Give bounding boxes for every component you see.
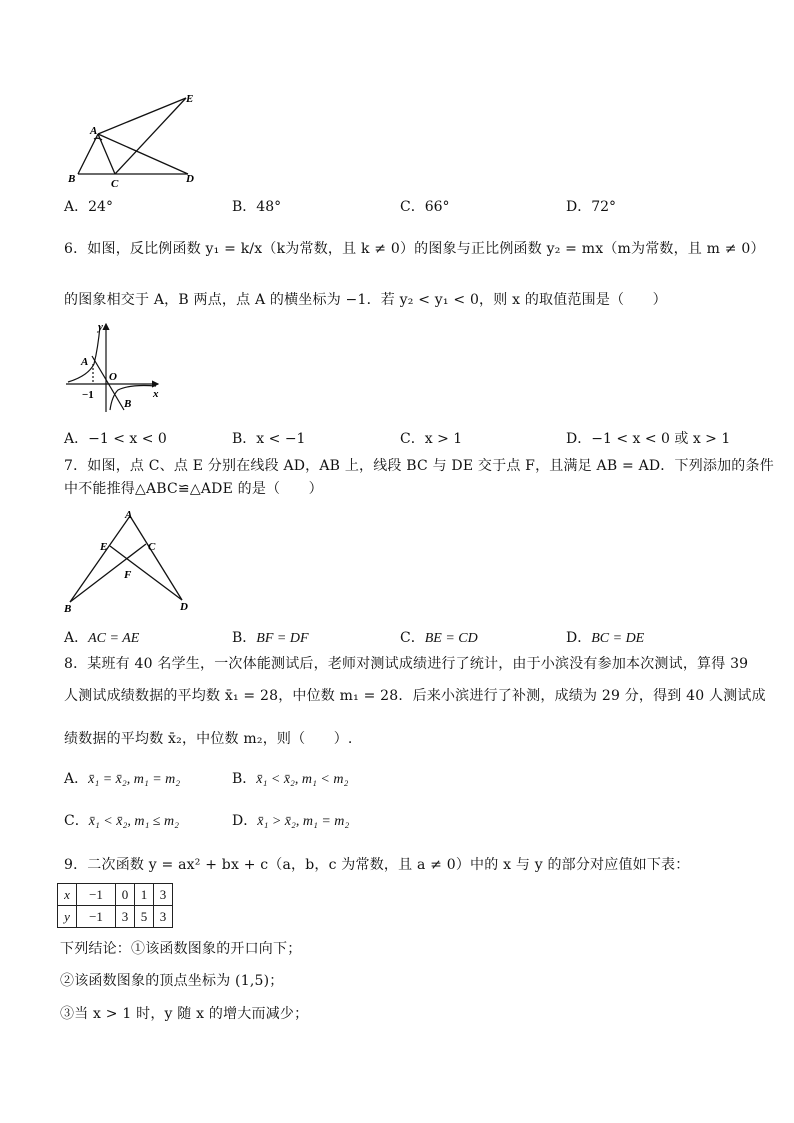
q5-option-d-text: 72° bbox=[591, 199, 617, 215]
table-cell: x bbox=[58, 884, 77, 906]
q6-label-O: O bbox=[109, 371, 117, 383]
q8-stem-line3: 绩数据的平均数 x̄₂，中位数 m₂，则（ ）. bbox=[64, 731, 353, 747]
segment-CE bbox=[115, 98, 186, 174]
q7-option-c[interactable] bbox=[400, 627, 478, 647]
q7-option-d[interactable] bbox=[566, 627, 644, 647]
q7-label-C: C bbox=[148, 541, 156, 553]
q7-label-E: E bbox=[100, 541, 108, 553]
q7-option-c-text: BE = CD bbox=[424, 631, 478, 646]
q7-option-a-letter: A． bbox=[64, 630, 89, 646]
q6-option-a[interactable] bbox=[64, 428, 167, 448]
q6-stem-line2: 的图象相交于 A，B 两点，点 A 的横坐标为 −1．若 y₂ < y₁ < 0，则 x 的取值范围是（ ） bbox=[64, 292, 667, 308]
q7-option-a-text: AC = AE bbox=[88, 631, 140, 646]
q7-option-b-letter: B． bbox=[232, 630, 257, 646]
q7-label-B: B bbox=[64, 603, 72, 614]
table-row bbox=[58, 906, 173, 928]
q8-option-c[interactable] bbox=[64, 810, 179, 830]
q6-label-y: y bbox=[98, 321, 103, 333]
q7-stem-line1: 7．如图，点 C、点 E 分别在线段 AD，AB 上，线段 BC 与 DE 交于点 F，且满足 AB = AD．下列添加的条件 bbox=[64, 458, 774, 474]
table-cell: 3 bbox=[154, 906, 173, 928]
q7-option-d-letter: D． bbox=[566, 630, 592, 646]
q7-label-F: F bbox=[124, 569, 132, 581]
table-cell: 5 bbox=[135, 906, 154, 928]
q8-option-c-letter: C． bbox=[64, 813, 89, 829]
q5-option-b[interactable] bbox=[232, 196, 281, 216]
q5-label-C: C bbox=[111, 178, 119, 190]
q8-option-a[interactable] bbox=[64, 768, 180, 788]
q7-option-b[interactable] bbox=[232, 627, 309, 647]
q8-option-c-text: x̄₁ < x̄₂, m₁ ≤ m₂ bbox=[88, 814, 179, 829]
q8-option-d[interactable] bbox=[232, 810, 349, 830]
q5-label-E: E bbox=[186, 93, 194, 105]
q5-option-a[interactable] bbox=[64, 196, 113, 216]
q6-option-b-letter: B． bbox=[232, 431, 257, 447]
q6-label-A: A bbox=[81, 356, 89, 368]
q5-option-d-letter: D． bbox=[566, 199, 592, 215]
table-cell: 1 bbox=[135, 884, 154, 906]
q5-option-c-text: 66° bbox=[424, 199, 450, 215]
q6-option-c-text: x > 1 bbox=[424, 431, 463, 447]
q6-option-a-text: −1 < x < 0 bbox=[88, 431, 167, 447]
q8-option-a-text: x̄₁ = x̄₂, m₁ = m₂ bbox=[88, 772, 181, 787]
q6-label-x: x bbox=[153, 388, 159, 400]
table-row bbox=[58, 884, 173, 906]
q7-option-d-text: BC = DE bbox=[591, 631, 645, 646]
segment-AB bbox=[78, 134, 98, 174]
q5-figure bbox=[60, 88, 210, 190]
table-cell: −1 bbox=[77, 906, 116, 928]
q9-conclusion-intro: 下列结论：①该函数图象的开口向下； bbox=[60, 941, 302, 957]
q5-option-a-text: 24° bbox=[88, 199, 113, 215]
q7-option-c-letter: C． bbox=[400, 630, 425, 646]
q8-option-b[interactable] bbox=[232, 768, 348, 788]
segment-AD bbox=[130, 516, 182, 600]
line-y2 bbox=[92, 356, 124, 410]
q6-label-B: B bbox=[124, 398, 132, 410]
q5-option-c-letter: C． bbox=[400, 199, 425, 215]
q6-option-c[interactable] bbox=[400, 428, 462, 448]
table-cell: 3 bbox=[116, 906, 135, 928]
q8-stem-line1: 8．某班有 40 名学生，一次体能测试后，老师对测试成绩进行了统计，由于小滨没有参加本次测试，算得 39 bbox=[64, 656, 749, 672]
segment-AD bbox=[98, 134, 188, 174]
q6-option-d[interactable] bbox=[566, 428, 730, 448]
q6-option-d-text: −1 < x < 0 或 x > 1 bbox=[591, 431, 731, 447]
table-cell: −1 bbox=[77, 884, 116, 906]
table-cell: 3 bbox=[154, 884, 173, 906]
q8-option-d-letter: D． bbox=[232, 813, 258, 829]
table-cell: 0 bbox=[116, 884, 135, 906]
q5-label-D: D bbox=[186, 173, 194, 185]
q9-conclusion-3: ③当 x > 1 时，y 随 x 的增大而减少； bbox=[60, 1006, 309, 1022]
q8-option-b-text: x̄₁ < x̄₂, m₁ < m₂ bbox=[256, 772, 349, 787]
table-cell: y bbox=[58, 906, 77, 928]
q6-option-c-letter: C． bbox=[400, 431, 425, 447]
hyperbola-branch-left bbox=[68, 326, 100, 382]
q9-value-table bbox=[57, 883, 173, 928]
q6-figure bbox=[62, 318, 166, 414]
q5-option-b-text: 48° bbox=[256, 199, 282, 215]
q8-option-d-text: x̄₁ > x̄₂, m₁ = m₂ bbox=[257, 814, 350, 829]
q8-option-b-letter: B． bbox=[232, 771, 257, 787]
q6-stem-line1: 6．如图，反比例函数 y₁ = k/x（k为常数，且 k ≠ 0）的图象与正比例函数 y₂ = mx（m为常数，且 m ≠ 0） bbox=[64, 241, 765, 257]
segment-AB bbox=[70, 516, 130, 602]
q6-option-a-letter: A． bbox=[64, 431, 89, 447]
q6-option-b-text: x < −1 bbox=[256, 431, 306, 447]
q9-stem-line1: 9．二次函数 y = ax² + bx + c（a，b，c 为常数，且 a ≠ 0）中的 x 与 y 的部分对应值如下表： bbox=[64, 857, 690, 873]
segment-DE bbox=[110, 546, 182, 600]
q7-label-A: A bbox=[125, 509, 133, 521]
q8-stem-line2: 人测试成绩数据的平均数 x̄₁ = 28，中位数 m₁ = 28．后来小滨进行了补测，成绩为 29 分，得到 40 人测试成 bbox=[64, 688, 766, 704]
q7-stem-line2: 中不能推得△ABC≌△ADE 的是（ ） bbox=[64, 481, 323, 497]
q6-option-b[interactable] bbox=[232, 428, 305, 448]
q5-option-b-letter: B． bbox=[232, 199, 257, 215]
q5-label-B: B bbox=[68, 173, 76, 185]
segment-AE bbox=[98, 98, 186, 134]
q5-option-d[interactable] bbox=[566, 196, 616, 216]
q6-label-minus1: −1 bbox=[82, 389, 94, 401]
q7-option-b-text: BF = DF bbox=[256, 631, 309, 646]
q8-option-a-letter: A． bbox=[64, 771, 89, 787]
q6-option-d-letter: D． bbox=[566, 431, 592, 447]
segment-BC bbox=[70, 544, 146, 602]
q9-conclusion-2: ②该函数图象的顶点坐标为 (1,5)； bbox=[60, 973, 284, 989]
q5-option-a-letter: A． bbox=[64, 199, 89, 215]
q7-figure bbox=[60, 506, 200, 614]
q5-label-A: A bbox=[90, 125, 98, 137]
q7-option-a[interactable] bbox=[64, 627, 139, 647]
q7-label-D: D bbox=[180, 601, 188, 613]
q5-option-c[interactable] bbox=[400, 196, 450, 216]
